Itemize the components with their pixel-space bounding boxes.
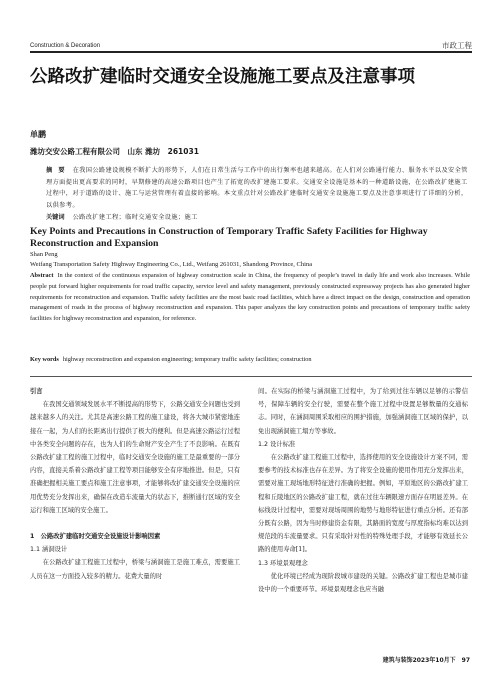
abstract-en-text: In the context of the continuous expansion of highway construction scale in China, the frequency of people’s travel in daily life and work also increases. While people put forward higher requirements for road traffic capacity, service level and safety management, previously constructed expressway projects has also generated higher requirements for reconstruction and expansion. Traffic safety facilities are the most basic road facilities, which have a direct impact on the design, construction and operation management of roads in the process of highway reconstruction and expansion. This paper analyzes the key construction points and precautions of temporary traffic safety facilities for highway reconstruction and expansion, for reference. bbox=[30, 272, 470, 323]
keywords-en-text: highway reconstruction and expansion engineering; temporary traffic safety facilities; construction bbox=[62, 356, 312, 363]
section-1-1-paragraph: 在公路改扩建工程施工过程中，桥梁与涵洞施工是施工难点，需要施工人员在这一方面投入较多的精力。花费大量的时 bbox=[30, 559, 240, 580]
section-1-2-heading: 1.2 设计标准 bbox=[258, 440, 296, 448]
keywords-cn-label: 关键词 bbox=[46, 214, 65, 221]
section-1-1-continued: 间。在实际的桥梁与涵洞施工过程中，为了给到过往车辆以足够的示警信号，保障车辆的安全行驶，需要在整个施工过程中设置足够数量的交通标志。同时，在涵洞周围采取相应的围护措施，加强涵洞施工区域的保护，以免出现涵洞施工塌方等事故。 bbox=[258, 388, 468, 435]
page-footer bbox=[383, 655, 470, 664]
header-rule bbox=[30, 51, 472, 53]
abstract-cn bbox=[46, 165, 472, 211]
abstract-cn-label: 摘 要 bbox=[46, 167, 65, 174]
author-affiliation-en: Weifang Transportation Safety Highway Engineering Co., Ltd., Weifang 261031, Shandong Province, China bbox=[30, 261, 313, 268]
footer-journal: 建筑与装饰2023年10月下 bbox=[382, 657, 456, 664]
intro-heading: 引言 bbox=[30, 388, 43, 395]
keywords-cn-text: 公路改扩建工程；临时交通安全设施；施工 bbox=[72, 214, 198, 221]
keywords-en bbox=[30, 356, 470, 363]
article-title-en: Key Points and Precautions in Construction of Temporary Traffic Safety Facilities for Highway Reconstruction and Expansion bbox=[30, 226, 428, 249]
body-column-left bbox=[30, 385, 240, 583]
abstract-en-label: Abstract bbox=[30, 272, 54, 279]
abstract-cn-text: 在我国公路建设规模不断扩大的形势下，人们在日常生活与工作中的出行频率也越来越高。在人们对公路通行能力、服务水平以及安全管理方面提出更高要求的同时，早期修建的高速公路项目也产生了拓宽的改扩建施工要求。交通安全设施是基本的一种道路设施，在公路改扩建施工过程中，对于道路的设计、施工与运营管理有着直接的影响。本文重点针对公路改扩建临时交通安全设施施工要点及注意事项进行了详细的分析，以供参考。 bbox=[46, 167, 468, 209]
keywords-cn bbox=[46, 212, 198, 221]
author-name: 单鹏 bbox=[30, 130, 46, 139]
page-number: 97 bbox=[461, 657, 470, 664]
section-1-3-heading: 1.3 环境景观理念 bbox=[258, 559, 308, 567]
keywords-en-label: Key words bbox=[30, 356, 59, 363]
section-1-1-heading: 1.1 涵洞设计 bbox=[30, 546, 68, 554]
section-1-heading: 1 公路改扩建临时交通安全设施设计影响因素 bbox=[30, 533, 161, 541]
section-1-3-paragraph: 优化环境已经成为现阶段城市建设的关键。公路改扩建工程也是城市建设中的一个重要环节。环境景观理念也应当融 bbox=[258, 572, 468, 594]
author-affiliation: 潍坊交安公路工程有限公司 山东 潍坊 261031 bbox=[30, 147, 199, 156]
section-1-2-paragraph: 在公路改扩建工程施工过程中，选择使用的安全设施设计方案不同，需要参考的技术标准也存在差异。为了将安全设施的使用作用充分发挥出来，需要对施工现场地形特征进行准确的把握。例如，平原地区的公路改扩建工程和丘陵地区的公路改扩建工程，就在过往车辆限速方面存在明显差异。在标线设计过程中，需要对现场周围的地势与地形特征进行重点分析。还有部分既有公路，因为当时修建资金有限，其路面的宽度与厚度指标均难以达到规范段的车流量要求。只有采取针对性的特殊处理手段，才能够有效延长公路的使用寿命[1]。 bbox=[258, 454, 468, 554]
section-category: 市政工程 bbox=[442, 41, 472, 50]
abstract-divider bbox=[30, 376, 472, 377]
intro-paragraph: 在我国交通领域发展水平不断提高的形势下，公路交通安全问题也受到越来越多人的关注。尤其是高速公路工程的施工建设，将各大城市紧密地连接在一起，为人们的长距离出行提供了极大的便利。但是高速公路运行过程中各类安全问题的存在，也为人们的生命财产安全产生了不良影响。在既有公路改扩建工程的施工过程中，临时交通安全设施的施工是最重要的一部分内容，直接关系着公路改扩建工程等项目能够安全有序地推进。但是，只有准确把握相关施工要点和施工注意事项，才能够将改扩建交通安全设施的应用优势充分发挥出来，确保在改造车流量大的状态下，推断通行区域的安全运行和施工区域的安全施工。 bbox=[30, 401, 240, 514]
author-name-en: Shan Peng bbox=[30, 251, 58, 258]
article-title: 公路改扩建临时交通安全设施施工要点及注意事项 bbox=[30, 67, 415, 87]
abstract-en bbox=[30, 271, 470, 325]
journal-name-en: Construction & Decoration bbox=[30, 43, 101, 49]
body-column-right bbox=[258, 385, 468, 596]
